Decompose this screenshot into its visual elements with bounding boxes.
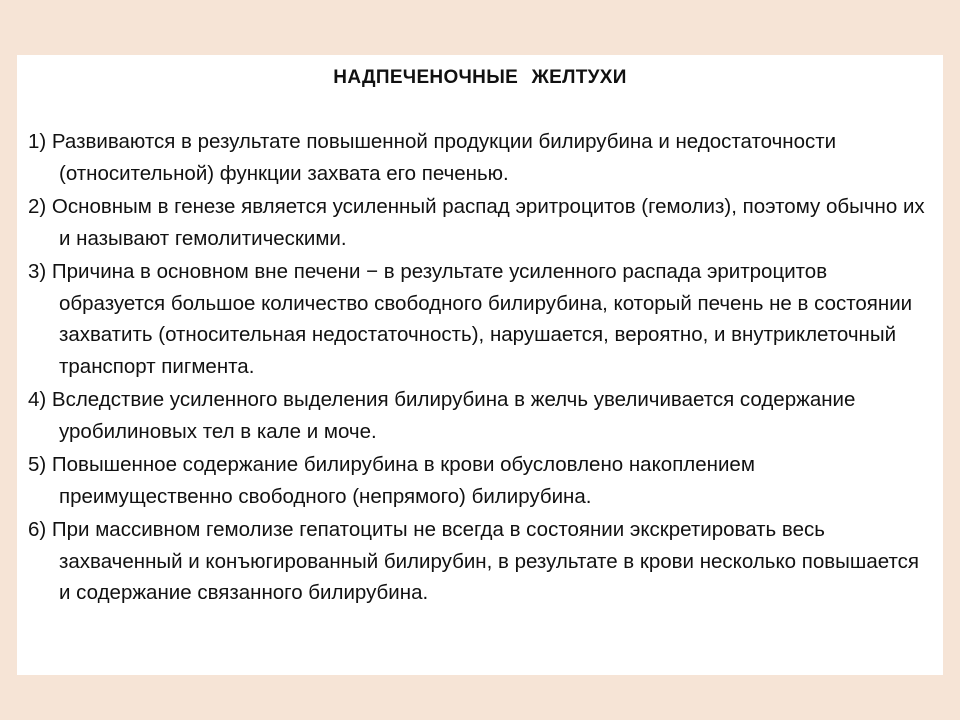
list-item-2: 2) Основным в генезе является усиленный распад эритроцитов (гемолиз), поэтому обычно их и называют гемолитическими.	[28, 195, 925, 250]
point-list	[28, 126, 933, 611]
list-item-1: 1) Развиваются в результате повышенной продукции билирубина и недостаточности (относительной) функции захвата его печенью.	[28, 130, 837, 185]
slide-title: НАДПЕЧЕНОЧНЫЕ ЖЕЛТУХИ	[333, 67, 627, 88]
list-item-5: 5) Повышенное содержание билирубина в крови обусловлено накоплением преимущественно свободного (непрямого) билирубина.	[28, 453, 755, 508]
list-item-6: 6) При массивном гемолизе гепатоциты не всегда в состоянии экскретировать весь захваченный и конъюгированный билирубин, в результате в крови несколько повышается и содержание связанного билирубина.	[28, 518, 919, 604]
slide-panel	[17, 55, 943, 675]
list-item-4: 4) Вследствие усиленного выделения билирубина в желчь увеличивается содержание уробилиновых тел в кале и моче.	[28, 388, 856, 443]
list-item-3: 3) Причина в основном вне печени − в результате усиленного распада эритроцитов образуется большое количество свободного билирубина, который печень не в состоянии захватить (относительная недостаточность), нарушается, вероятно, и внутриклеточный транспорт пигмента.	[28, 260, 913, 378]
